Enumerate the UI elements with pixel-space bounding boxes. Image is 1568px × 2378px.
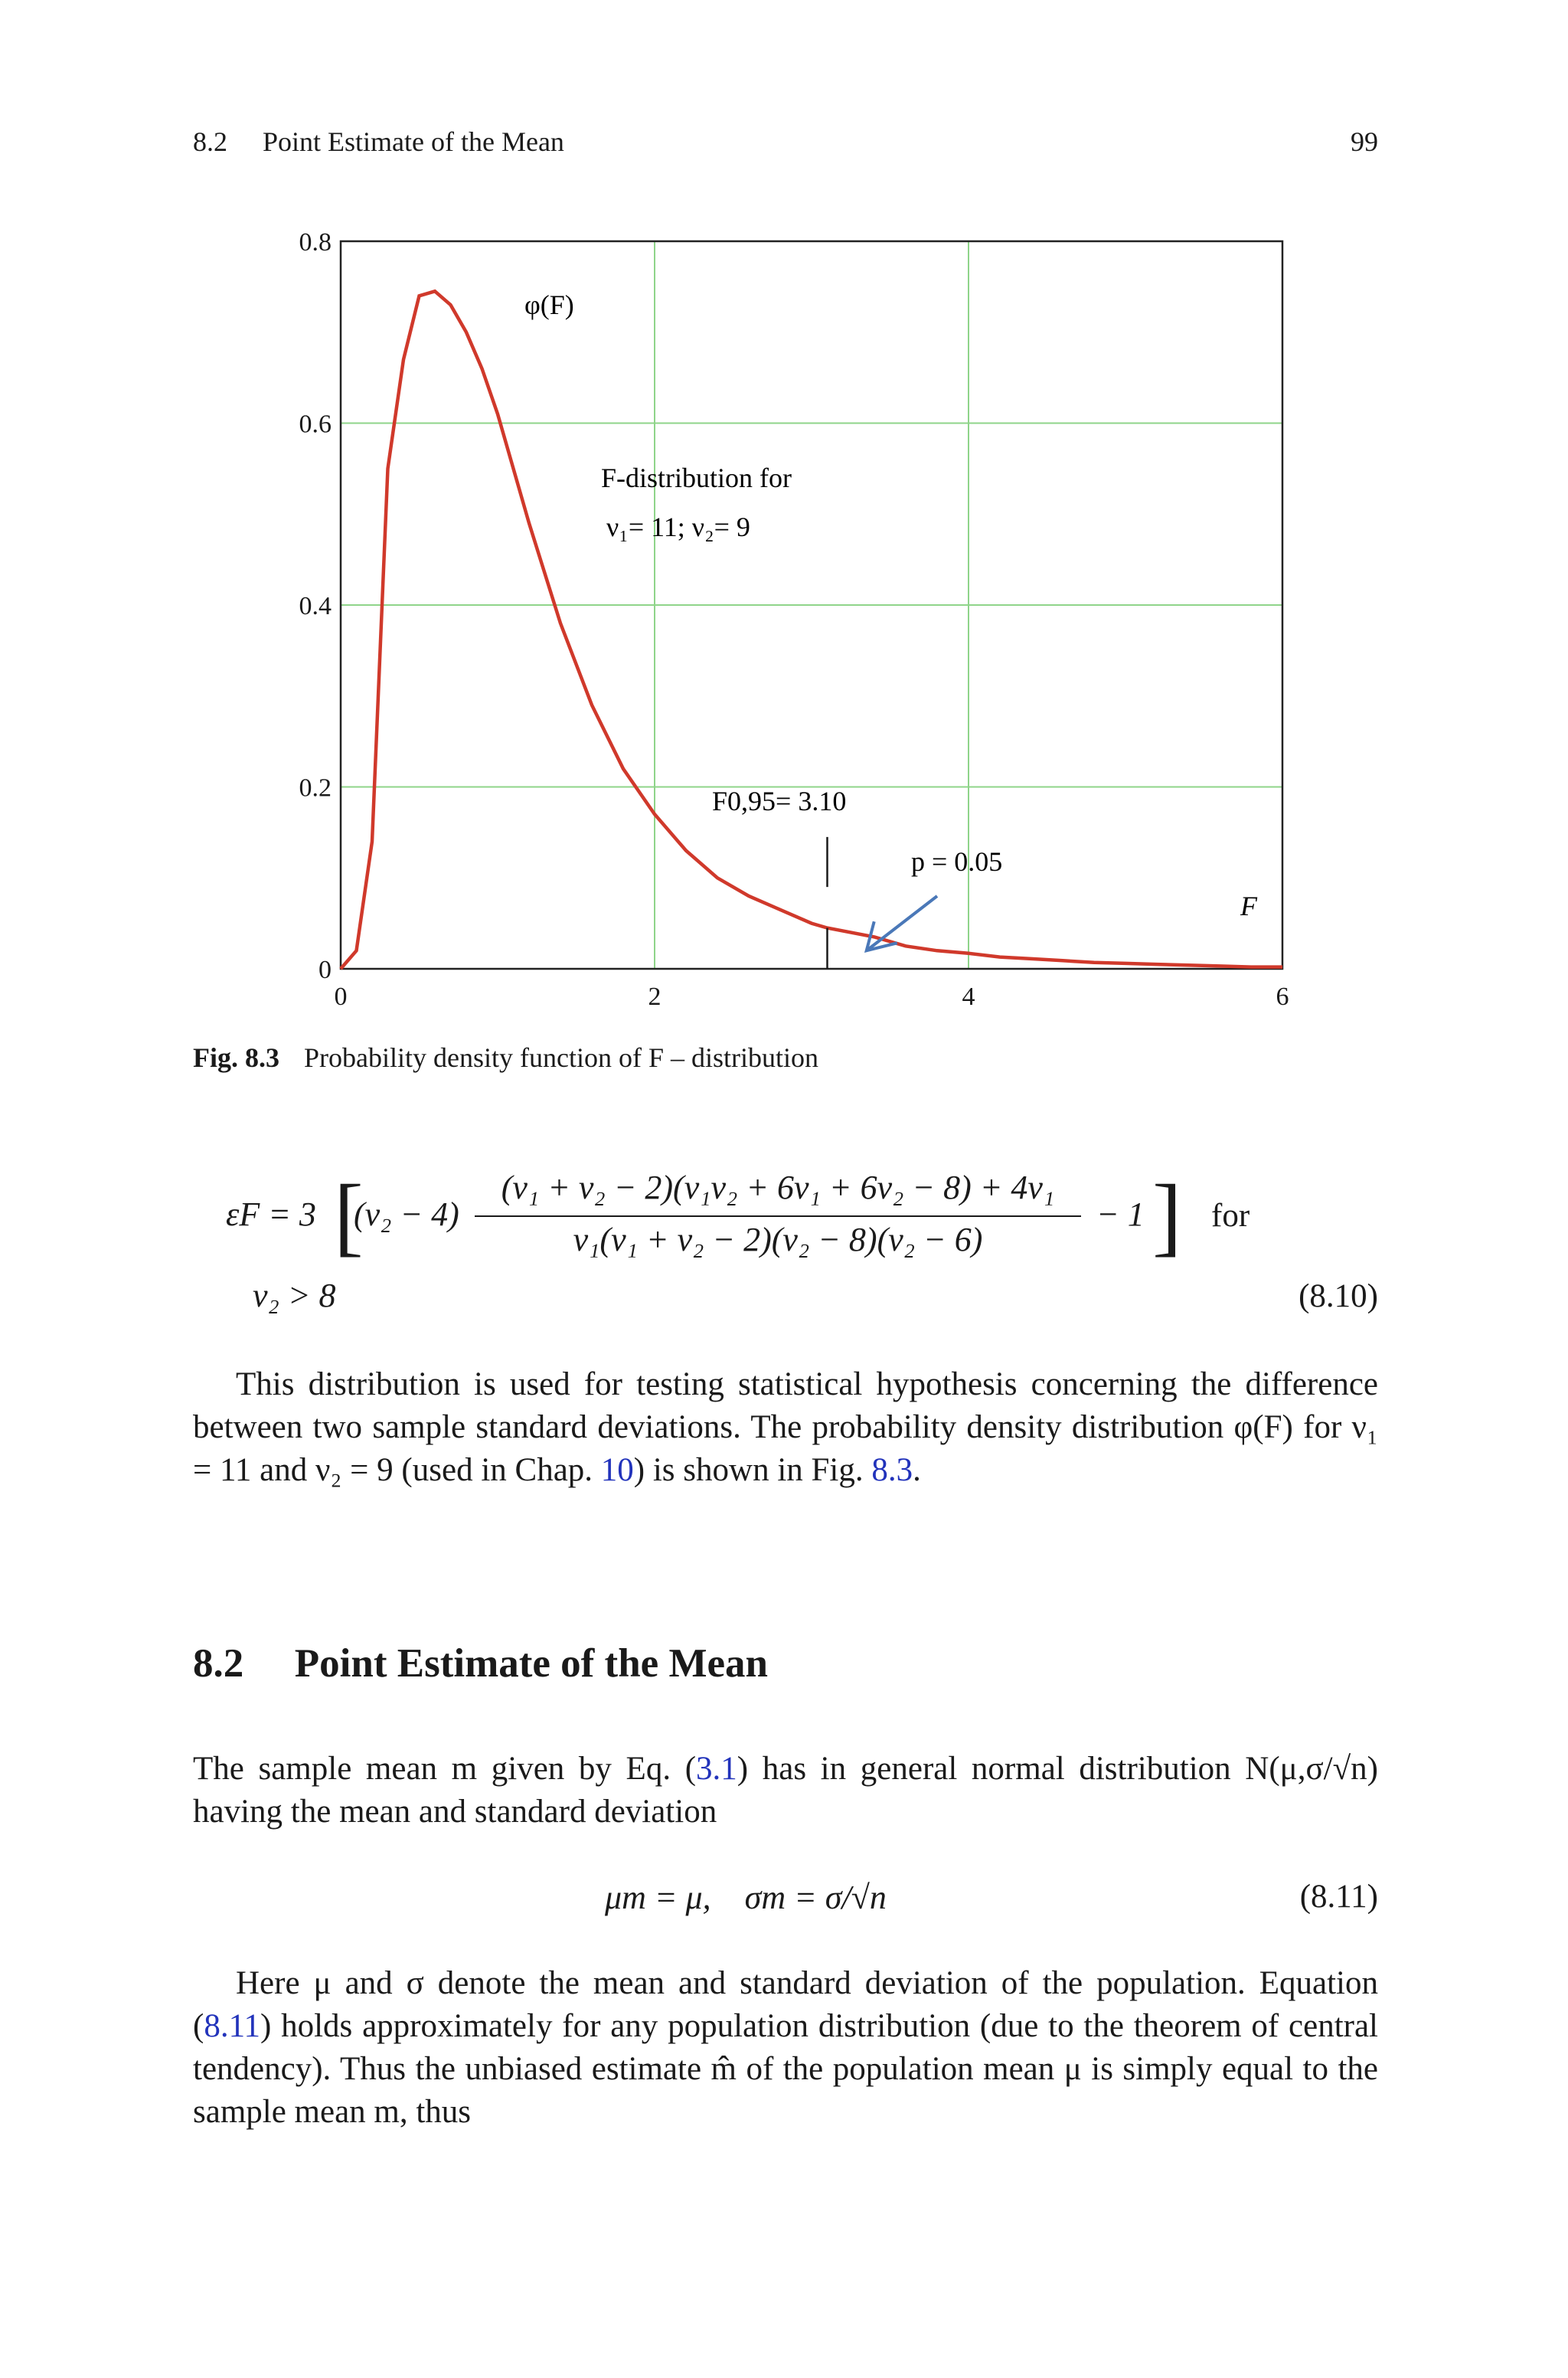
f-distribution-curve (341, 291, 1282, 969)
x-tick-label: 0 (334, 983, 348, 1011)
chart-grid (341, 241, 1282, 969)
page-number: 99 (1351, 126, 1378, 157)
link-chapter-10[interactable]: 10 (600, 1452, 634, 1488)
section-title: Point Estimate of the Mean (294, 1641, 768, 1686)
header-title: Point Estimate of the Mean (263, 126, 564, 157)
y-tick-label: 0.8 (299, 228, 332, 257)
p-label: p = 0.05 (911, 846, 1003, 877)
p-value-arrow (867, 896, 937, 950)
link-eq-3-1[interactable]: 3.1 (696, 1751, 737, 1787)
eq-811-content: μm = μ, σm = σ/√n (605, 1879, 887, 1916)
eq-810-left-bracket: [ (334, 1167, 364, 1265)
fcrit-label: F0,95= 3.10 (712, 786, 847, 816)
arrow-shaft (867, 896, 937, 950)
eq-810-minus-one: − 1 (1096, 1196, 1145, 1233)
running-header-section (193, 126, 564, 158)
dist-label-line1: F-distribution for (601, 463, 792, 493)
x-tick-label: 6 (1276, 983, 1289, 1011)
paragraph-3-text-a: Here μ and σ denote the mean and standard deviation of the population. Equation ( (193, 1965, 1378, 2044)
paragraph-1-text-c: . (913, 1452, 921, 1488)
paragraph-3-text-b: ) holds approximately for any population distribution (due to the theorem of central tendency). Thus the unbiased estimate m̂ of the population mean μ is simply equal to the sample mean m, thus (193, 2008, 1378, 2130)
section-heading (193, 1640, 768, 1686)
dist-label-line2: ν₁= 11; ν₂= 9 (606, 512, 750, 542)
y-tick-label: 0 (318, 956, 332, 984)
eq-810-bracket-term: (ν₂ − 4) (354, 1196, 459, 1233)
paragraph-2 (193, 1748, 1378, 1833)
paragraph-2-text-a: The sample mean m given by Eq. ( (193, 1751, 697, 1787)
eq-810-for: for (1211, 1198, 1250, 1234)
paragraph-3 (193, 1962, 1378, 2134)
eq-810-condition: ν₂ > 8 (253, 1277, 336, 1314)
eq-810-fraction-bar (475, 1215, 1081, 1217)
eq-810-lhs: εF = 3 (226, 1196, 316, 1233)
eq-810-number: (8.10) (1298, 1278, 1378, 1314)
y-tick-label: 0.6 (299, 410, 332, 439)
link-eq-8-11[interactable]: 8.11 (204, 2008, 260, 2044)
paragraph-2-text-b: ) has in general normal distribution N(μ,σ/√n) having the mean and standard deviation (193, 1751, 1378, 1830)
section-number: 8.2 (193, 1641, 244, 1686)
phi-label: φ(F) (524, 289, 574, 320)
header-section-number: 8.2 (193, 126, 227, 157)
paragraph-1-text-a: This distribution is used for testing statistical hypothesis concerning the difference between two sample standard deviations. The probability density distribution φ(F) for ν₁ = 11 and ν₂ = 9 (used in Chap. (193, 1366, 1378, 1488)
figure-caption-text: Probability density function of F – distribution (304, 1042, 818, 1073)
figure-caption (193, 1042, 818, 1074)
eq-810-numerator: (ν₁ + ν₂ − 2)(ν₁ν₂ + 6ν₁ + 6ν₂ − 8) + 4ν₁ (501, 1169, 1055, 1206)
paragraph-1-text-b: ) is shown in Fig. (633, 1452, 872, 1488)
x-tick-label: 2 (648, 983, 662, 1011)
y-tick-label: 0.2 (299, 774, 332, 803)
eq-810-denominator: ν₁(ν₁ + ν₂ − 2)(ν₂ − 8)(ν₂ − 6) (573, 1221, 983, 1258)
paragraph-1 (193, 1363, 1378, 1492)
link-fig-8-3[interactable]: 8.3 (871, 1452, 913, 1488)
f-axis-label: F (1240, 891, 1257, 921)
chart-ticks (299, 228, 1289, 1011)
y-tick-label: 0.4 (299, 592, 332, 620)
figure-caption-label: Fig. 8.3 (193, 1042, 279, 1073)
eq-810-right-bracket: ] (1152, 1167, 1182, 1265)
x-tick-label: 4 (962, 983, 975, 1011)
eq-811-number: (8.11) (1299, 1879, 1378, 1915)
figure-8-3-chart (253, 207, 1325, 1011)
